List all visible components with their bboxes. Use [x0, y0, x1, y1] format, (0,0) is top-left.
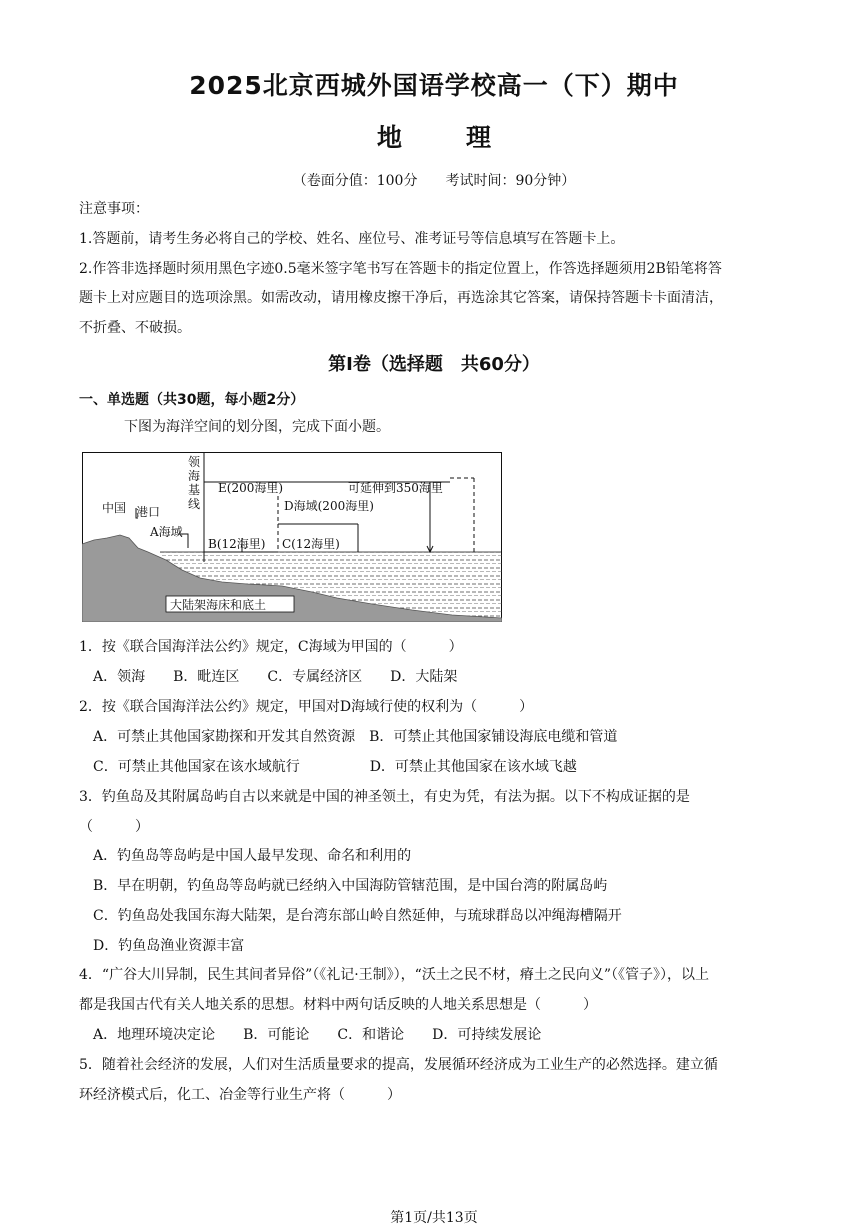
- label-china: 中国: [102, 501, 127, 515]
- question-4-options: A．地理环境决定论 B．可能论 C．和谐论 D．可持续发展论: [93, 1027, 542, 1043]
- note-2-line-2: 题卡上对应题目的选项涂黑。如需改动，请用橡皮擦干净后，再选涂其它答案，请保持答题卡卡面清洁，: [79, 290, 723, 306]
- label-baseline-1: 领: [188, 455, 201, 469]
- label-extend: 可延伸到350海里: [348, 481, 443, 495]
- notes-heading: 注意事项：: [79, 201, 149, 217]
- label-baseline-4: 线: [188, 497, 201, 511]
- note-2-line-1: 2.作答非选择题时须用黑色字迹0.5毫米签字笔书写在答题卡的指定位置上，作答选择题须用2B铅笔将答: [79, 261, 722, 277]
- question-2-options-ab: A．可禁止其他国家勘探和开发其自然资源 B．可禁止其他国家铺设海底电缆和管道: [93, 729, 618, 745]
- label-baseline-2: 海: [188, 469, 201, 483]
- label-seabed: 大陆架海床和底土: [170, 598, 267, 612]
- label-baseline-3: 基: [188, 483, 201, 497]
- question-1: 1．按《联合国海洋法公约》规定，C海域为甲国的（ ）: [79, 639, 463, 655]
- label-zone-c: C(12海里): [282, 537, 340, 551]
- part-heading: 第Ⅰ卷（选择题 共60分）: [328, 354, 540, 375]
- exam-title: 2025北京西城外国语学校高一（下）期中: [189, 71, 679, 100]
- label-zone-b: B(12海里): [208, 537, 266, 551]
- question-3-option-a: A．钓鱼岛等岛屿是中国人最早发现、命名和利用的: [93, 848, 412, 864]
- question-5-line-1: 5．随着社会经济的发展，人们对生活质量要求的提高，发展循环经济成为工业生产的必然选择。建立循: [79, 1057, 718, 1073]
- subject-char-1: 地: [376, 123, 402, 152]
- score-time-info: （卷面分值：100分 考试时间：90分钟）: [292, 173, 576, 189]
- question-2: 2．按《联合国海洋法公约》规定，甲国对D海域行使的权利为（ ）: [79, 699, 534, 715]
- note-1: 1.答题前，请考生务必将自己的学校、姓名、座位号、准考证号等信息填写在答题卡上。: [79, 231, 625, 247]
- subject-title: [0, 118, 868, 154]
- label-zone-d: D海域(200海里): [284, 499, 374, 513]
- label-zone-a: A海域: [150, 525, 183, 539]
- question-4-line-1: 4．“广谷大川异制，民生其间者异俗”（《礼记·王制》），“沃土之民不材，瘠土之民向义”（《管子》），以上: [79, 967, 709, 983]
- question-4-line-2: 都是我国古代有关人地关系的思想。材料中两句话反映的人地关系思想是（ ）: [79, 997, 597, 1013]
- question-3-option-c: C．钓鱼岛处我国东海大陆架，是台湾东部山岭自然延伸，与琉球群岛以冲绳海槽隔开: [93, 908, 622, 924]
- label-port: 港口: [136, 505, 161, 519]
- question-3-line-1: 3．钓鱼岛及其附属岛屿自古以来就是中国的神圣领土，有史为凭，有法为据。以下不构成证据的是: [79, 789, 690, 805]
- ocean-zone-diagram: [82, 452, 502, 622]
- subject-char-2: 理: [466, 123, 492, 152]
- question-type-heading: 一、单选题（共30题，每小题2分）: [79, 392, 305, 408]
- question-1-options: A．领海 B．毗连区 C．专属经济区 D．大陆架: [93, 669, 458, 685]
- question-3-option-b: B．早在明朝，钓鱼岛等岛屿就已经纳入中国海防管辖范围，是中国台湾的附属岛屿: [93, 878, 608, 894]
- question-3-line-2: （ ）: [79, 819, 149, 835]
- question-5-line-2: 环经济模式后，化工、冶金等行业生产将（ ）: [79, 1087, 401, 1103]
- note-2-line-3: 不折叠、不破损。: [79, 320, 191, 336]
- figure-intro: 下图为海洋空间的划分图，完成下面小题。: [124, 419, 390, 435]
- question-3-option-d: D．钓鱼岛渔业资源丰富: [93, 938, 245, 954]
- question-2-options-cd: C．可禁止其他国家在该水域航行 D．可禁止其他国家在该水域飞越: [93, 759, 577, 775]
- page-number: 第1页/共13页: [390, 1210, 478, 1226]
- label-zone-e: E(200海里): [218, 481, 284, 495]
